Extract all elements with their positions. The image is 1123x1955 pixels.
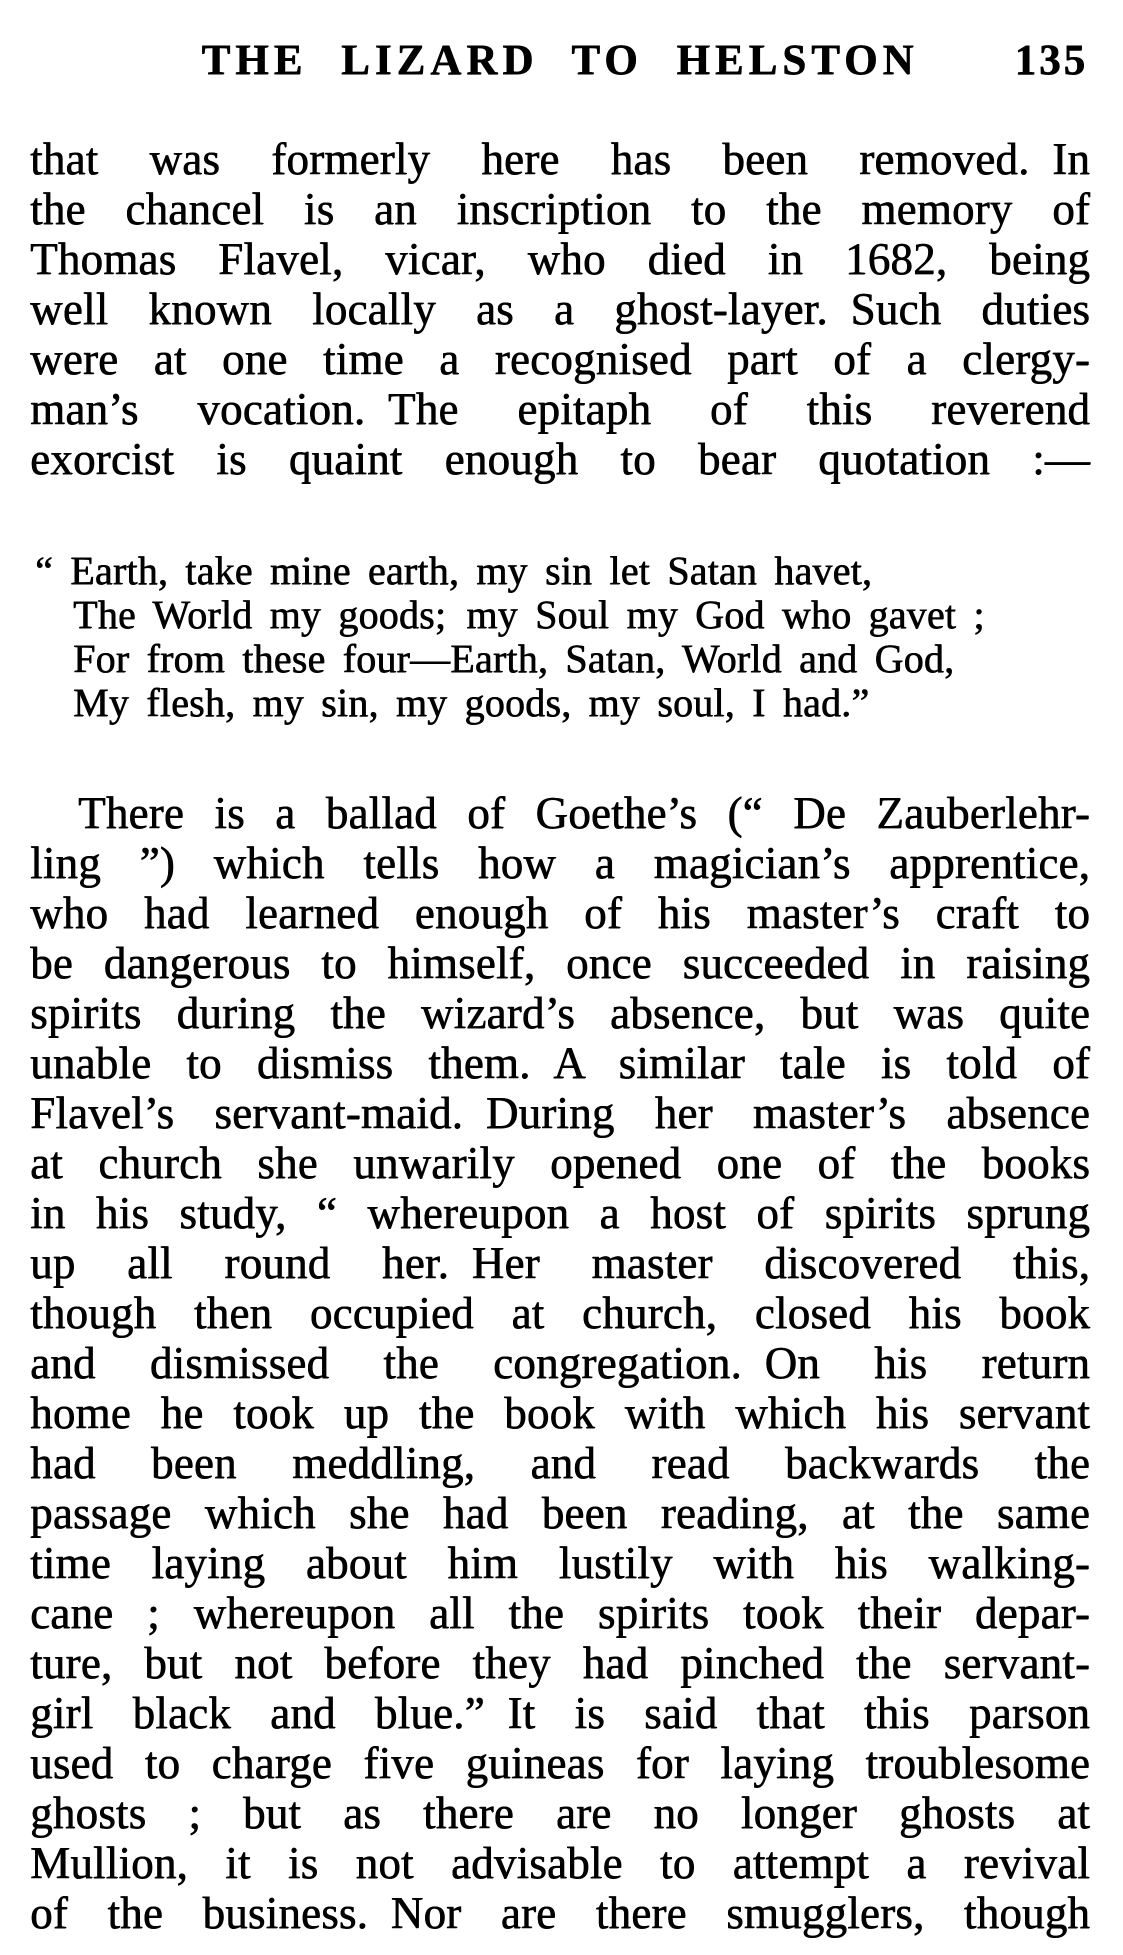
running-header [30, 36, 1090, 88]
text-line: in his study, “ whereupon a host of spirits sprung [30, 1188, 1090, 1238]
text-line: girl black and blue.” It is said that this parson [30, 1688, 1090, 1738]
body-paragraph-continuation [30, 134, 1090, 484]
text-line: Thomas Flavel, vicar, who died in 1682, being [30, 234, 1090, 284]
text-line: For from these four—Earth, Satan, World and God, [73, 636, 955, 681]
text-line: “ Earth, take mine earth, my sin let Satan havet, [35, 548, 872, 593]
text-line: of the business. Nor are there smugglers, though [30, 1888, 1090, 1938]
text-line: time laying about him lustily with his walking- [30, 1538, 1090, 1588]
page-number: 135 [1014, 37, 1088, 84]
text-line: who had learned enough of his master’s craft to [30, 888, 1090, 938]
text-line: and dismissed the congregation. On his return [30, 1338, 1090, 1388]
text-line: passage which she had been reading, at the same [30, 1488, 1090, 1538]
text-line: were at one time a recognised part of a clergy- [30, 334, 1090, 384]
text-line: be dangerous to himself, once succeeded in raising [30, 938, 1090, 988]
text-line: home he took up the book with which his servant [30, 1388, 1090, 1438]
text-line: Flavel’s servant-maid. During her master’s absence [30, 1088, 1090, 1138]
text-line: Mullion, it is not advisable to attempt a revival [30, 1838, 1090, 1888]
text-line: had been meddling, and read backwards the [30, 1438, 1090, 1488]
text-line: exorcist is quaint enough to bear quotation :— [30, 434, 1090, 484]
text-line: used to charge five guineas for laying troublesome [30, 1738, 1090, 1788]
text-line: My flesh, my sin, my goods, my soul, I had.” [73, 680, 870, 725]
text-line: that was formerly here has been removed. In [30, 134, 1090, 184]
text-line: man’s vocation. The epitaph of this reverend [30, 384, 1090, 434]
text-line: ling ”) which tells how a magician’s apprentice, [30, 838, 1090, 888]
text-line: ghosts ; but as there are no longer ghosts at [30, 1788, 1090, 1838]
epitaph-quote [35, 548, 1068, 725]
text-line: The World my goods; my Soul my God who gavet ; [73, 592, 985, 637]
text-line: unable to dismiss them. A similar tale is told of [30, 1038, 1090, 1088]
text-line: There is a ballad of Goethe’s (“ De Zauberlehr- [78, 788, 1090, 838]
text-line: though then occupied at church, closed his book [30, 1288, 1090, 1338]
body-paragraph-ballad [30, 788, 1090, 1938]
text-line: up all round her. Her master discovered this, [30, 1238, 1090, 1288]
text-line: ture, but not before they had pinched the servant- [30, 1638, 1090, 1688]
text-line: the chancel is an inscription to the memory of [30, 184, 1090, 234]
chapter-title: THE LIZARD TO HELSTON [201, 37, 919, 84]
text-line: at church she unwarily opened one of the books [30, 1138, 1090, 1188]
text-line: spirits during the wizard’s absence, but was quite [30, 988, 1090, 1038]
text-line: cane ; whereupon all the spirits took their depar- [30, 1588, 1090, 1638]
text-line: well known locally as a ghost-layer. Such duties [30, 284, 1090, 334]
